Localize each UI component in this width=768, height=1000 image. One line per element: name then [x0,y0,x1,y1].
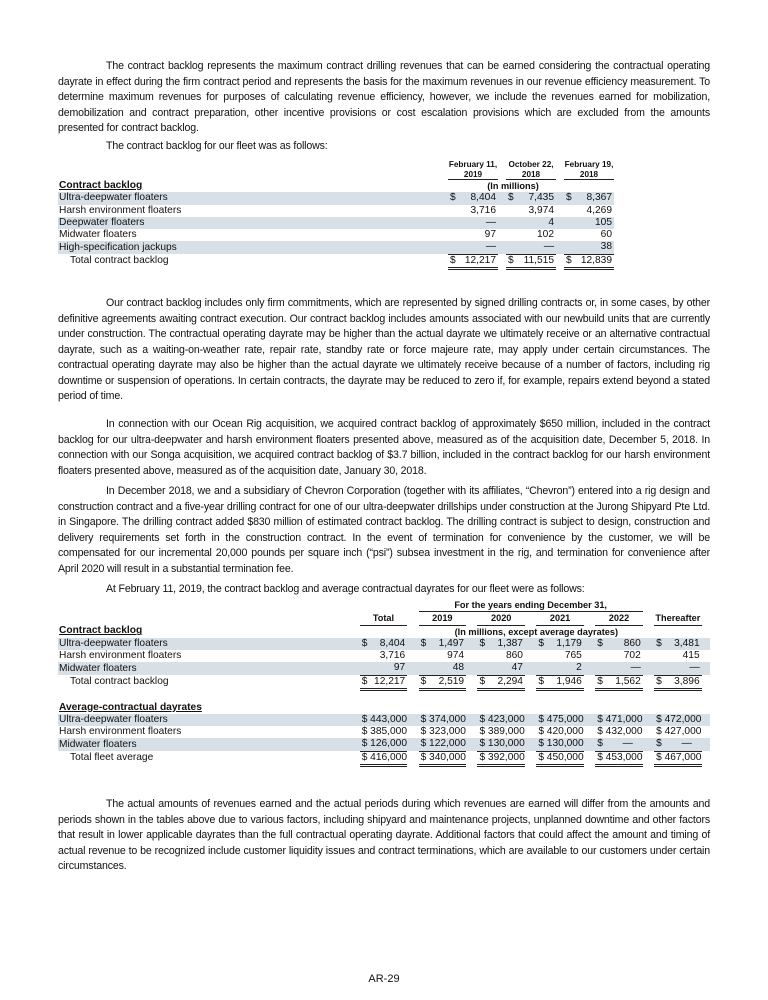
table-cell: $ [506,254,520,268]
table-cell: $ [448,192,462,204]
table-cell: 48 [431,662,466,675]
table-cell: 12,217 [372,675,407,689]
table-cell: $ [360,638,372,650]
total-row [58,675,710,689]
table-cell: $ [448,254,462,268]
table-cell: $ [360,675,372,689]
table-row [58,192,718,204]
table-cell: 3,716 [379,650,406,662]
unit-caption: (In millions) [487,181,539,191]
table-cell: $ 423,000 [479,713,525,725]
table-row [58,650,710,662]
table-cell: $ 443,000 [361,713,408,725]
row-label: Midwater floaters [58,738,360,751]
column-header: Total [360,612,408,625]
table-cell: $ [654,638,666,650]
table-cell: 11,515 [520,254,556,268]
table-cell: 1,946 [549,675,584,689]
table-cell: $ 475,000 [538,713,584,725]
section-label: Average-contractual dayrates [59,701,202,713]
paragraph-backlog-definition: The contract backlog represents the maximum contract drilling revenues that can be earned considering the contractual operating dayrate in effect during the firm contract period and represents the basis for the maximum revenues in our revenue efficiency measurement. To determine maximum revenues for purposes of calculating revenue efficiency, however, we include the revenues earned for mobilization, demobilization and contract preparation, other incentive provisions or cost escalation provisions which are excluded from the amounts presented for contract backlog. [58,60,710,134]
table-cell: 12,839 [578,254,614,268]
row-label: Deepwater floaters [58,217,448,229]
table-cell: — [667,662,702,675]
table-cell: $ [477,638,489,650]
section-header-row [58,625,710,638]
table-header-row [58,612,710,625]
row-label: Total fleet average [70,752,154,764]
paragraph-chevron-contract: In December 2018, we and a subsidiary of Chevron Corporation (together with its affiliates, “Chevron”) entered into a rig design and construction contract and a five-year drilling contract for one of our ultra-deepwater drillships under construction at the Jurong Shipyard Pte Ltd. in Singapore. The drilling contract added $830 million of estimated contract backlog. The drilling contract is subject to design, construction and delivery requirements set forth in the construction contract. In the event of termination for convenience by the customer, we will be compensated for our incremental 20,000 pounds per square inch (“psi”) subsea investment in the rig, and termination for convenience after April 2020 will result in a substantial termination fee. [58,485,710,575]
paragraph-revenue-differences: The actual amounts of revenues earned and the actual periods during which revenues are earned will differ from the amounts and periods shown in the tables above due to various factors, including shipyard and maintenance projects, unplanned downtime and other factors that result in lower applicable dayrates than the full contractual operating dayrate. Additional factors that could affect the amount and timing of actual revenue to be recognized include customer liquidity issues and contract terminations, which are available to our customers under certain circumstances. [58,798,710,872]
table-cell: $ 385,000 [361,726,408,738]
page-number: AR-29 [368,973,400,985]
table-cell: 2019 [463,169,483,179]
table-row [58,217,718,229]
period-caption-row [58,599,710,612]
table-cell: 38 [578,241,614,254]
paragraph-acquisitions: In connection with our Ocean Rig acquisition, we acquired contract backlog of approximately $650 million, included in the contract backlog for our ultra-deepwater and harsh environment floaters presented above, measured as of the acquisition date, December 5, 2018. In connection with our Songa acquisition, we acquired contract backlog of $3.7 billion, included in the contract backlog for our harsh environment floaters presented above, measured as of the acquisition date, January 30, 2018. [58,418,710,477]
table-cell: 2018 [579,169,599,179]
table-cell: 860 [505,650,523,662]
row-label: Total contract backlog [70,676,169,688]
table-cell: $ 374,000 [420,713,466,725]
paragraph-backlog-commitments: Our contract backlog includes only firm commitments, which are represented by signed drilling contracts or, in some cases, by other definitive agreements awaiting contract execution. Our contract backlog includes amounts associated with our newbuild units that are currently under construction. The contractual operating dayrate may be higher than the actual dayrate we ultimately receive or an alternative contractual dayrate, such as a waiting-on-weather rate, repair rate, standby rate or force majeure rate, may apply under certain circumstances. The contractual operating dayrate may also be higher than the actual dayrate we ultimately receive because of a number of factors, including rig downtime or suspension of operations. In certain contracts, the dayrate may be reduced to zero if, for example, repairs extend beyond a stated period of time. [58,297,710,402]
table-cell: 1,387 [490,638,525,650]
table-row [58,205,718,217]
table-cell: 2 [549,662,584,675]
row-label: Harsh environment floaters [59,204,182,216]
table-cell: — [462,241,498,254]
backlog-by-year-table [58,599,710,767]
table-row [58,662,710,675]
table-cell: 2,294 [490,675,525,689]
table-cell: 8,404 [462,192,498,204]
table-cell: 47 [490,662,525,675]
table-cell: 4,269 [586,204,613,216]
table-cell: — [462,217,498,229]
total-row [58,254,718,268]
table-cell: 974 [447,650,465,662]
table-cell: $ 450,000 [536,751,584,765]
table-cell: 97 [484,229,496,241]
table-row [58,229,718,241]
table-cell: $ 427,000 [656,726,702,738]
column-header: Thereafter [654,612,702,625]
table-cell: $ 472,000 [656,713,702,725]
table-cell: $ [506,192,520,204]
table-cell: $ [536,675,548,689]
unit-caption: (In millions, except average dayrates) [454,626,619,637]
table-cell: 3,481 [667,638,702,650]
table-cell: $ [595,638,607,650]
row-label: Total contract backlog [70,255,169,267]
table-cell: $ 467,000 [654,751,702,765]
table-cell: 60 [600,229,613,241]
contract-backlog-table [58,160,718,270]
table-cell: — [608,662,643,675]
paragraph-backlog-intro: The contract backlog for our fleet was as follows: [106,140,328,152]
table-cell: $ 126,000 [361,738,408,750]
table-cell: 2018 [521,169,541,179]
column-header: 2020 [477,612,525,625]
table-cell: $ 453,000 [595,751,643,765]
column-header: 2021 [536,612,584,625]
table-cell: $ 323,000 [420,726,466,738]
table-cell: 12,217 [462,254,498,268]
table-cell: $ 416,000 [360,751,408,765]
column-header [564,160,614,180]
table-cell: 3,974 [528,204,554,216]
row-label: High-specification jackups [58,241,448,254]
table-cell: October 22, [508,160,554,169]
table-cell: $ 432,000 [597,726,643,738]
table-cell: $ 420,000 [538,726,584,738]
table-cell: $ [477,675,489,689]
column-header [448,160,498,180]
table-cell: February 11, [448,160,498,169]
table-cell: $ [536,638,548,650]
table-cell: $ — [595,738,643,751]
column-header: 2019 [419,612,467,625]
table-header-row [58,160,718,180]
table-cell: $ 392,000 [477,751,525,765]
row-label: Harsh environment floaters [59,726,182,738]
row-label: Ultra-deepwater floaters [58,638,360,650]
table-cell: $ [595,675,607,689]
row-label: Ultra-deepwater floaters [58,192,448,204]
row-label: Midwater floaters [58,662,360,675]
table-cell: $ — [654,738,702,751]
table-row [58,726,710,738]
total-row [58,751,710,765]
table-cell: $ 130,000 [479,738,525,750]
table-cell: 1,497 [431,638,466,650]
table-cell: 4 [520,217,556,229]
table-cell: $ 340,000 [419,751,467,765]
table-cell: 105 [578,217,614,229]
table-cell: 2,519 [431,675,466,689]
section-label: Contract backlog [59,179,143,191]
table-cell: 97 [372,662,407,675]
row-label: Midwater floaters [59,229,137,241]
table-cell: 7,435 [520,192,556,204]
table-cell: 8,404 [372,638,407,650]
table-cell: 765 [564,650,582,662]
table-row [58,714,710,726]
table-cell: $ 471,000 [597,713,643,725]
table-cell: $ 122,000 [420,738,466,750]
table-cell: February 19, [564,160,614,169]
table-row [58,241,718,254]
table-cell: $ 130,000 [538,738,584,750]
row-label: Harsh environment floaters [59,650,182,662]
table-cell: 1,562 [608,675,643,689]
table-cell: 415 [682,650,700,662]
table-cell: $ [419,675,431,689]
section-header-row [58,702,710,714]
table-cell: 860 [608,638,643,650]
table-cell: — [520,241,556,254]
table-row [58,738,710,751]
table-cell: $ [654,675,666,689]
section-header-row [58,180,718,193]
table-cell: 3,716 [470,204,496,216]
section-label: Contract backlog [59,625,143,637]
table-cell: 3,896 [667,675,702,689]
table-cell: 1,179 [549,638,584,650]
table-cell: $ [564,254,578,268]
table-row [58,638,710,650]
table-cell: $ [564,192,578,204]
table-cell: $ 389,000 [479,726,525,738]
column-header: 2022 [595,612,643,625]
column-header [506,160,556,180]
table-cell: 102 [537,229,554,241]
table-cell: 702 [623,650,641,662]
paragraph-backlog-schedule-intro: At February 11, 2019, the contract backlog and average contractual dayrates for our fleet were as follows: [106,583,585,595]
period-caption: For the years ending December 31, [419,599,643,612]
row-label: Ultra-deepwater floaters [58,714,360,726]
table-cell: $ [419,638,431,650]
table-cell: 8,367 [578,192,614,204]
